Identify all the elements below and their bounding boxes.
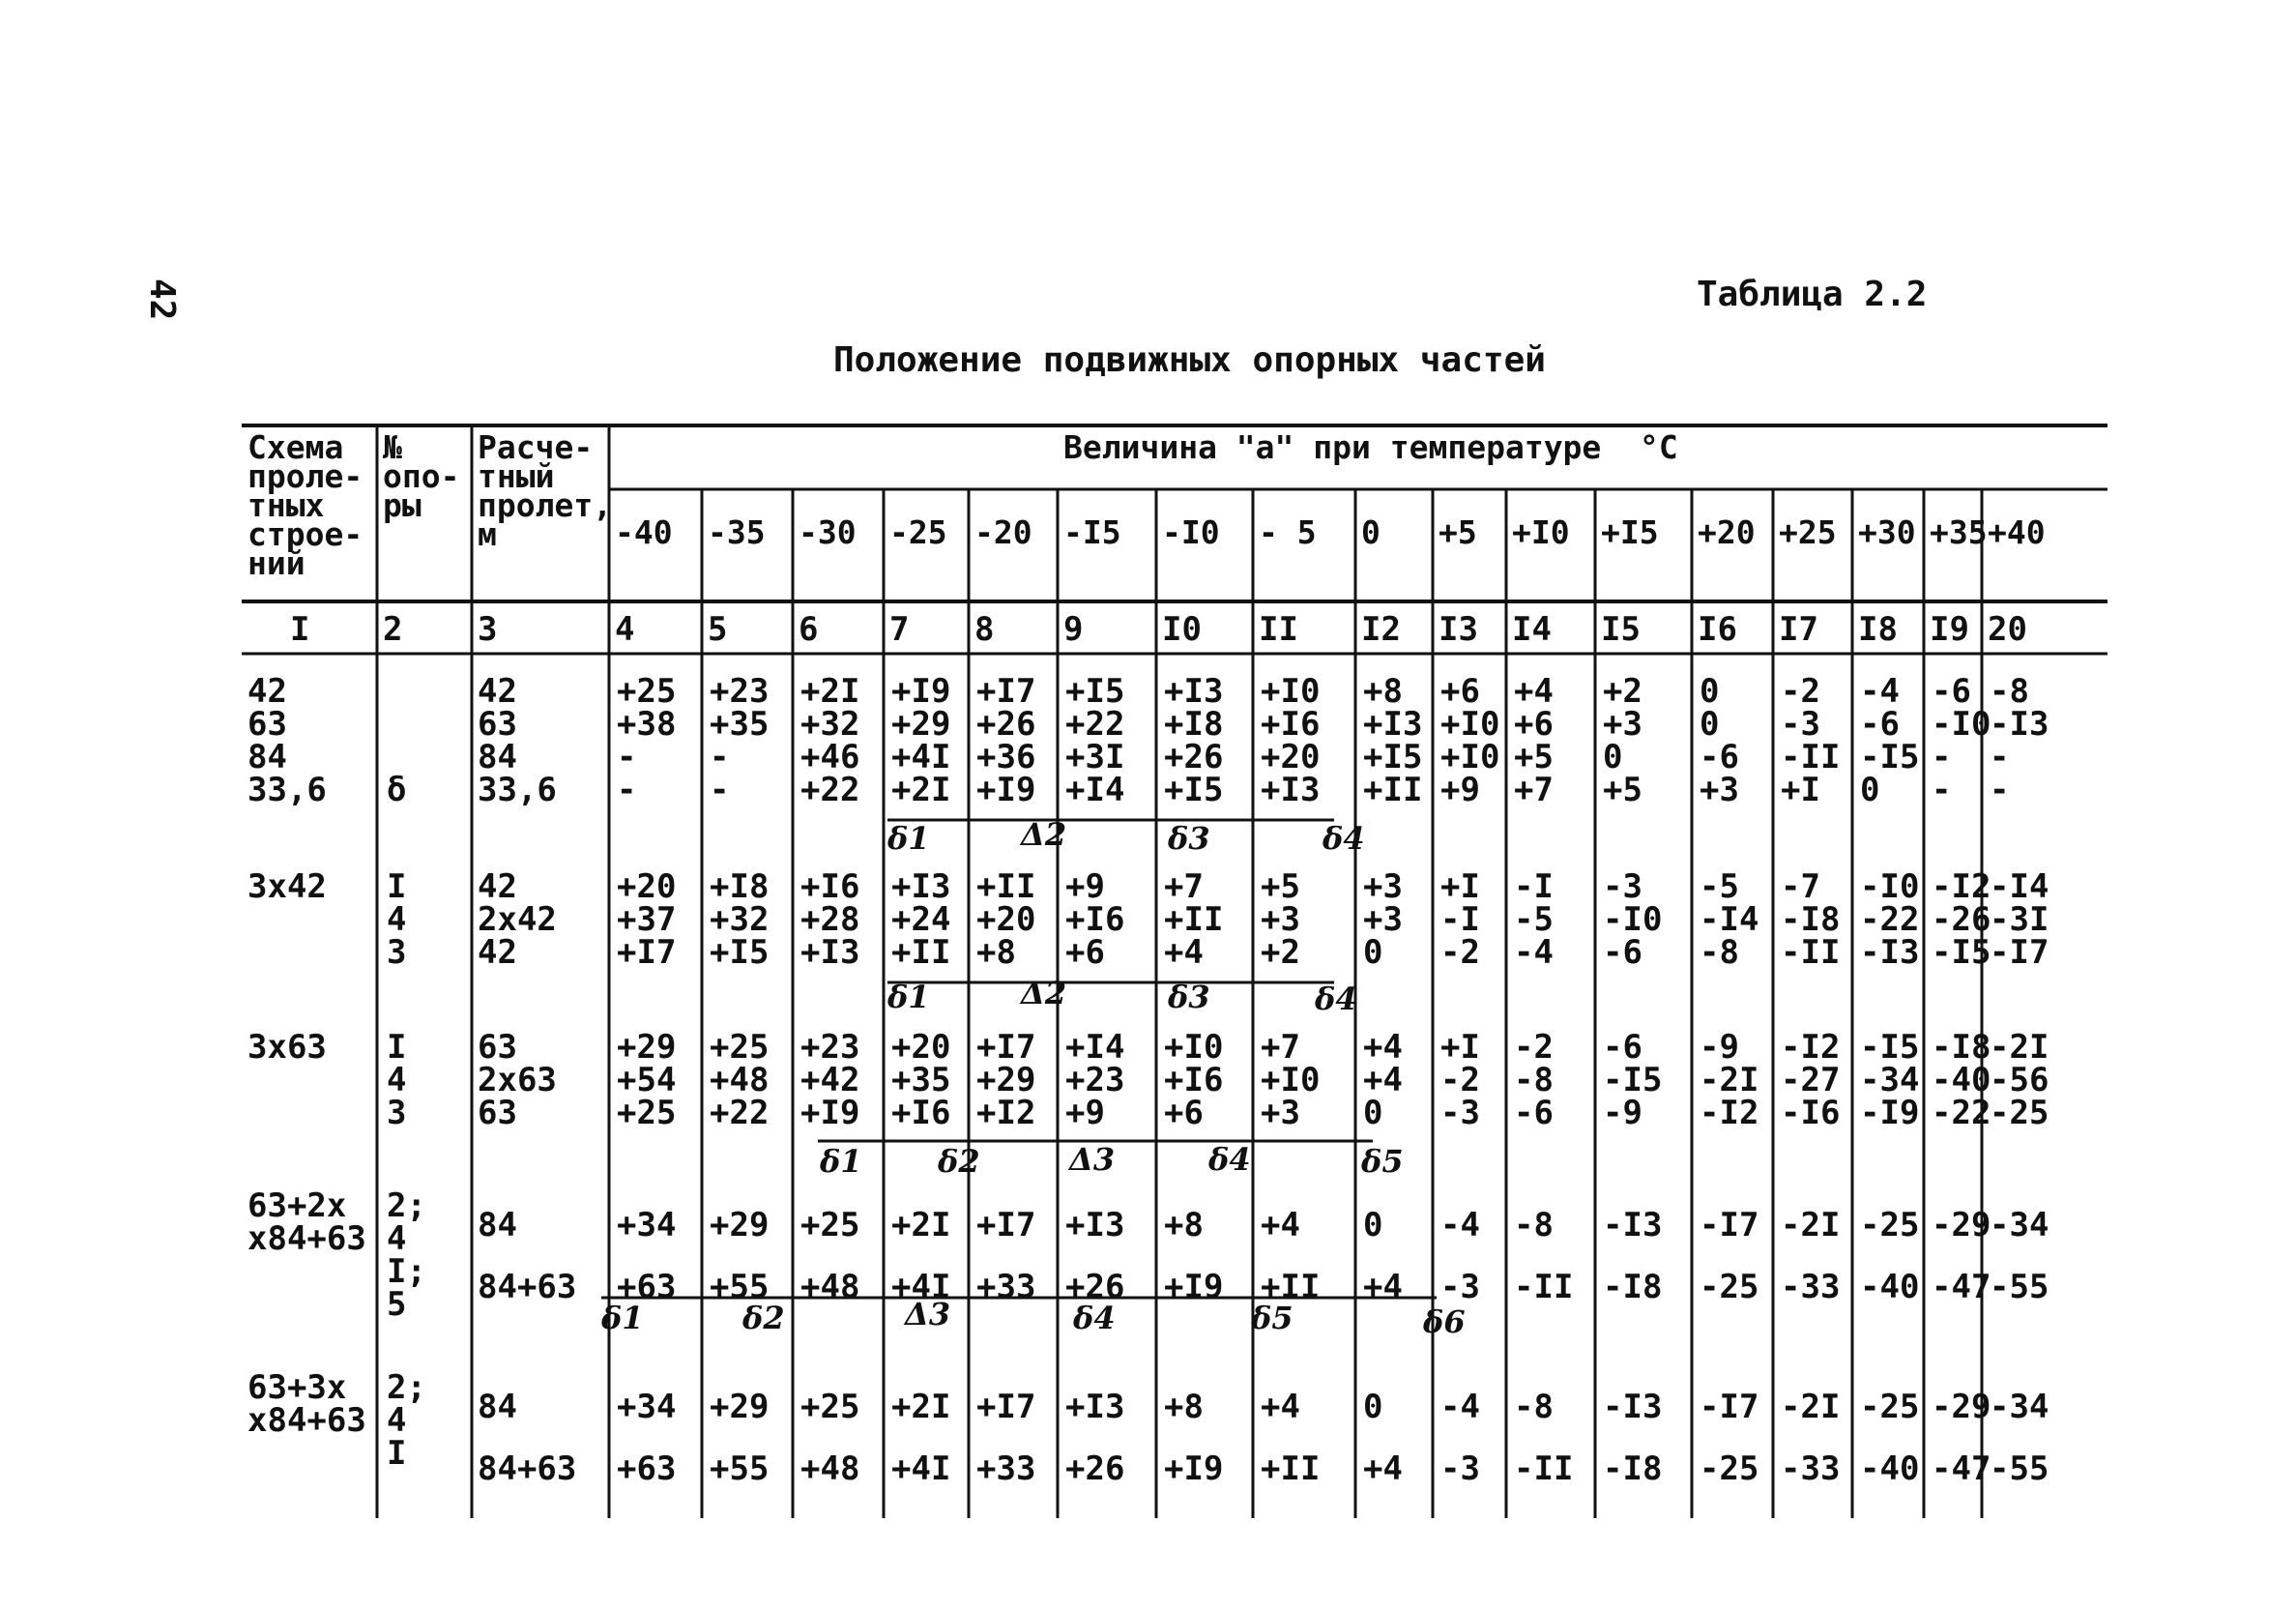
row-value: -33 — [1781, 1268, 1841, 1306]
row-value: -I2 -27 -I6 — [1781, 1028, 1841, 1132]
row-value: +25 — [800, 1388, 860, 1426]
row-value: +34 — [617, 1388, 677, 1426]
row-value: -3 — [1440, 1449, 1480, 1488]
row-value: -2I -56 -25 — [1990, 1028, 2049, 1132]
row-value: -8 — [1514, 1388, 1554, 1426]
row-span: 63 2x63 63 — [478, 1028, 557, 1132]
row-value: -47 — [1932, 1449, 1991, 1488]
handwritten-annotation: δ3 — [1168, 820, 1210, 857]
row-value: -3 — [1440, 1268, 1480, 1306]
row-value: +I7 +29 +I2 — [976, 1028, 1036, 1132]
handwritten-annotation: Δ3 — [1069, 1141, 1116, 1178]
header-support-number: № опо- ры — [383, 428, 460, 524]
row-value: +I5 +22 +3I +I4 — [1065, 672, 1125, 809]
row-scheme: 63+2x x84+63 — [247, 1186, 366, 1258]
row-value: +I -2 -3 — [1440, 1028, 1480, 1132]
header-design-span: Расче- тный пролет, м — [478, 428, 613, 553]
row-value: +20 +37 +I7 — [617, 867, 677, 972]
row-value: +I6 +28 +I3 — [800, 867, 860, 972]
header-temperature: +I0 — [1512, 513, 1570, 551]
row-value: -2 -8 -6 — [1514, 1028, 1554, 1132]
row-value: +4 — [1363, 1449, 1403, 1488]
row-span: 42 63 84 33,6 — [478, 672, 557, 809]
row-value: +2I — [891, 1206, 951, 1244]
handwritten-annotation: δ3 — [1168, 979, 1210, 1015]
row-value: +I -I -2 — [1440, 867, 1480, 972]
row-value: -4 -6 -I5 0 — [1860, 672, 1920, 809]
row-value: -I8 -40 -22 — [1932, 1028, 1991, 1132]
row-value: -I8 — [1603, 1268, 1663, 1306]
row-span: 84 — [478, 1388, 517, 1426]
row-value: +I3 +I8 +26 +I5 — [1164, 672, 1224, 809]
row-value: -6 -I0 - - — [1932, 672, 1991, 809]
row-value: +4 — [1261, 1388, 1300, 1426]
table-label: Таблица 2.2 — [1697, 275, 1928, 314]
header-temperature: - 5 — [1259, 513, 1317, 551]
handwritten-annotation: δ2 — [938, 1143, 980, 1180]
row-value: +29 — [710, 1206, 770, 1244]
handwritten-annotation: δ1 — [887, 979, 930, 1015]
row-value: -2I — [1781, 1206, 1841, 1244]
row-scheme: 3x42 — [247, 867, 327, 906]
row-value: +2I +32 +46 +22 — [800, 672, 860, 809]
handwritten-annotation: δ6 — [1423, 1303, 1466, 1340]
row-value: -5 -I4 -8 — [1700, 867, 1759, 972]
row-value: +33 — [976, 1449, 1036, 1488]
header-temperature: +40 — [1988, 513, 2046, 551]
row-value: -8 -I3 - - — [1990, 672, 2049, 809]
row-value: -33 — [1781, 1449, 1841, 1488]
handwritten-annotation: δ1 — [820, 1143, 862, 1180]
row-scheme: 3x63 — [247, 1028, 327, 1067]
header-scheme: Схема проле- тных строе- ний — [247, 428, 363, 582]
row-value: +48 — [800, 1449, 860, 1488]
row-span: 84+63 — [478, 1449, 577, 1488]
row-value: +I7 — [976, 1388, 1036, 1426]
row-value: +25 +48 +22 — [710, 1028, 770, 1132]
header-temperature: 0 — [1361, 513, 1381, 551]
row-value: +I3 +24 +II — [891, 867, 951, 972]
row-value: +23 +35 - - — [710, 672, 770, 809]
handwritten-annotation: Δ3 — [905, 1296, 951, 1332]
row-value: +I8 +32 +I5 — [710, 867, 770, 972]
row-value: +I9 — [1164, 1449, 1224, 1488]
header-temperature: +30 — [1858, 513, 1916, 551]
row-value: +5 +3 +2 — [1261, 867, 1300, 972]
row-value: +3 +3 0 — [1363, 867, 1403, 972]
row-value: -I5 -34 -I9 — [1860, 1028, 1920, 1132]
row-value: -29 — [1932, 1206, 1991, 1244]
row-value: +33 — [976, 1268, 1036, 1306]
row-value: 0 0 -6 +3 — [1700, 672, 1739, 809]
row-value: +I0 +I6 +20 +I3 — [1261, 672, 1321, 809]
header-temperature: +20 — [1698, 513, 1756, 551]
row-value: -I3 — [1603, 1206, 1663, 1244]
page-number: 42 — [142, 278, 182, 321]
column-number: I — [290, 610, 310, 649]
header-temperature: -25 — [889, 513, 947, 551]
row-value: +6 +I0 +I0 +9 — [1440, 672, 1500, 809]
column-number: 3 — [478, 610, 498, 649]
row-value: +I7 +26 +36 +I9 — [976, 672, 1036, 809]
column-number: 7 — [889, 610, 910, 649]
row-value: -55 — [1990, 1449, 2049, 1488]
row-value: -8 — [1514, 1206, 1554, 1244]
row-value: +25 +38 - - — [617, 672, 677, 809]
row-value: -4 — [1440, 1206, 1480, 1244]
row-value: +8 — [1164, 1388, 1204, 1426]
column-number: I5 — [1601, 610, 1641, 649]
row-span: 42 2x42 42 — [478, 867, 557, 972]
row-value: -6 -I5 -9 — [1603, 1028, 1663, 1132]
row-value: -7 -I8 -II — [1781, 867, 1841, 972]
row-value: +26 — [1065, 1268, 1125, 1306]
handwritten-annotation: δ4 — [1208, 1141, 1251, 1178]
column-number: 9 — [1063, 610, 1084, 649]
header-temperature: -20 — [974, 513, 1032, 551]
row-value: -I0 -22 -I3 — [1860, 867, 1920, 972]
row-span: 84+63 — [478, 1268, 577, 1306]
row-scheme: 42 63 84 33,6 — [247, 672, 327, 809]
row-value: -40 — [1860, 1268, 1920, 1306]
row-value: +I3 — [1065, 1388, 1125, 1426]
row-scheme: 63+3x x84+63 — [247, 1368, 366, 1440]
row-value: +I7 — [976, 1206, 1036, 1244]
header-temperature: -I0 — [1162, 513, 1220, 551]
row-value: +I4 +23 +9 — [1065, 1028, 1125, 1132]
row-value: +I9 — [1164, 1268, 1224, 1306]
row-value: -I8 — [1603, 1449, 1663, 1488]
row-value: +II — [1261, 1449, 1321, 1488]
row-value: -I7 — [1700, 1206, 1759, 1244]
row-value: +63 — [617, 1449, 677, 1488]
row-value: +8 +I3 +I5 +II — [1363, 672, 1423, 809]
row-value: -9 -2I -I2 — [1700, 1028, 1759, 1132]
header-temperature: +35 — [1930, 513, 1988, 551]
document-title: Положение подвижных опорных частей — [833, 340, 1546, 380]
row-support: 2; 4 I — [387, 1368, 426, 1473]
row-value: +48 — [800, 1268, 860, 1306]
row-value: +7 +II +4 — [1164, 867, 1224, 972]
handwritten-annotation: δ1 — [887, 820, 930, 857]
handwritten-annotation: δ4 — [1322, 820, 1365, 857]
row-value: +25 — [800, 1206, 860, 1244]
column-number: 20 — [1988, 610, 2027, 649]
row-value: +4 — [1261, 1206, 1300, 1244]
row-value: 0 — [1363, 1388, 1383, 1426]
row-value: -I3 — [1603, 1388, 1663, 1426]
header-temperature: +5 — [1439, 513, 1477, 551]
column-number: I8 — [1858, 610, 1898, 649]
row-value: +4 +6 +5 +7 — [1514, 672, 1554, 809]
row-value: -II — [1514, 1268, 1574, 1306]
handwritten-annotation: δ1 — [601, 1300, 644, 1336]
row-value: -II — [1514, 1449, 1574, 1488]
row-value: -29 — [1932, 1388, 1991, 1426]
column-number: I2 — [1361, 610, 1401, 649]
row-value: -25 — [1700, 1449, 1759, 1488]
handwritten-annotation: δ2 — [742, 1300, 785, 1336]
header-temperature: -35 — [708, 513, 766, 551]
row-support: I 4 3 — [387, 867, 407, 972]
row-value: -I2 -26 -I5 — [1932, 867, 1991, 972]
row-value: +I0 +I6 +6 — [1164, 1028, 1224, 1132]
row-value: +II — [1261, 1268, 1321, 1306]
column-number: I4 — [1512, 610, 1552, 649]
handwritten-annotation: Δ2 — [1021, 975, 1067, 1011]
row-value: +55 — [710, 1268, 770, 1306]
column-number: 4 — [615, 610, 635, 649]
row-value: +9 +I6 +6 — [1065, 867, 1125, 972]
handwritten-annotation: δ5 — [1251, 1300, 1293, 1336]
header-temperature: +I5 — [1601, 513, 1659, 551]
column-number: I7 — [1779, 610, 1818, 649]
row-value: -25 — [1860, 1206, 1920, 1244]
row-value: +63 — [617, 1268, 677, 1306]
row-value: +I3 — [1065, 1206, 1125, 1244]
row-value: -I7 — [1700, 1388, 1759, 1426]
row-value: -47 — [1932, 1268, 1991, 1306]
row-value: +I9 +29 +4I +2I — [891, 672, 951, 809]
row-value: -34 — [1990, 1206, 2049, 1244]
handwritten-annotation: Δ2 — [1021, 816, 1067, 853]
column-number: I6 — [1698, 610, 1737, 649]
column-number: I3 — [1439, 610, 1478, 649]
row-value: +2I — [891, 1388, 951, 1426]
row-value: -55 — [1990, 1268, 2049, 1306]
row-value: -25 — [1700, 1268, 1759, 1306]
row-value: -I -5 -4 — [1514, 867, 1554, 972]
row-value: +55 — [710, 1449, 770, 1488]
column-number: 8 — [974, 610, 995, 649]
row-value: +26 — [1065, 1449, 1125, 1488]
row-support: 2; 4 I; 5 — [387, 1186, 426, 1324]
row-value: -4 — [1440, 1388, 1480, 1426]
table-grid — [242, 425, 2107, 1518]
row-value: +2 +3 0 +5 — [1603, 672, 1642, 809]
row-value: 0 — [1363, 1206, 1383, 1244]
column-number: I9 — [1930, 610, 1969, 649]
row-value: +34 — [617, 1206, 677, 1244]
handwritten-annotation: δ4 — [1073, 1300, 1116, 1336]
data-table — [242, 425, 2107, 1518]
row-value: +4 — [1363, 1268, 1403, 1306]
row-value: +29 +54 +25 — [617, 1028, 677, 1132]
row-value: -25 — [1860, 1388, 1920, 1426]
row-value: +4I — [891, 1268, 951, 1306]
row-value: +23 +42 +I9 — [800, 1028, 860, 1132]
row-value: -40 — [1860, 1449, 1920, 1488]
header-temperature: -I5 — [1063, 513, 1121, 551]
row-value: +II +20 +8 — [976, 867, 1036, 972]
header-temperature: -30 — [799, 513, 857, 551]
row-support: δ — [387, 771, 407, 809]
header-temperature-group: Величина "a" при температуре °C — [1063, 428, 1678, 466]
row-value: -3 -I0 -6 — [1603, 867, 1663, 972]
row-value: -2 -3 -II +I — [1781, 672, 1841, 809]
row-value: -34 — [1990, 1388, 2049, 1426]
header-temperature: -40 — [615, 513, 673, 551]
handwritten-annotation: δ5 — [1361, 1143, 1404, 1180]
column-number: 5 — [708, 610, 728, 649]
column-number: 2 — [383, 610, 403, 649]
row-value: +20 +35 +I6 — [891, 1028, 951, 1132]
row-value: +8 — [1164, 1206, 1204, 1244]
row-value: +4I — [891, 1449, 951, 1488]
row-support: I 4 3 — [387, 1028, 407, 1132]
row-value: +29 — [710, 1388, 770, 1426]
column-number: I0 — [1162, 610, 1202, 649]
handwritten-annotation: δ4 — [1315, 981, 1357, 1017]
row-value: -2I — [1781, 1388, 1841, 1426]
row-span: 84 — [478, 1206, 517, 1244]
header-temperature: +25 — [1779, 513, 1837, 551]
column-number: 6 — [799, 610, 819, 649]
row-value: -I4 -3I -I7 — [1990, 867, 2049, 972]
column-number: II — [1259, 610, 1298, 649]
row-value: +4 +4 0 — [1363, 1028, 1403, 1132]
row-value: +7 +I0 +3 — [1261, 1028, 1321, 1132]
